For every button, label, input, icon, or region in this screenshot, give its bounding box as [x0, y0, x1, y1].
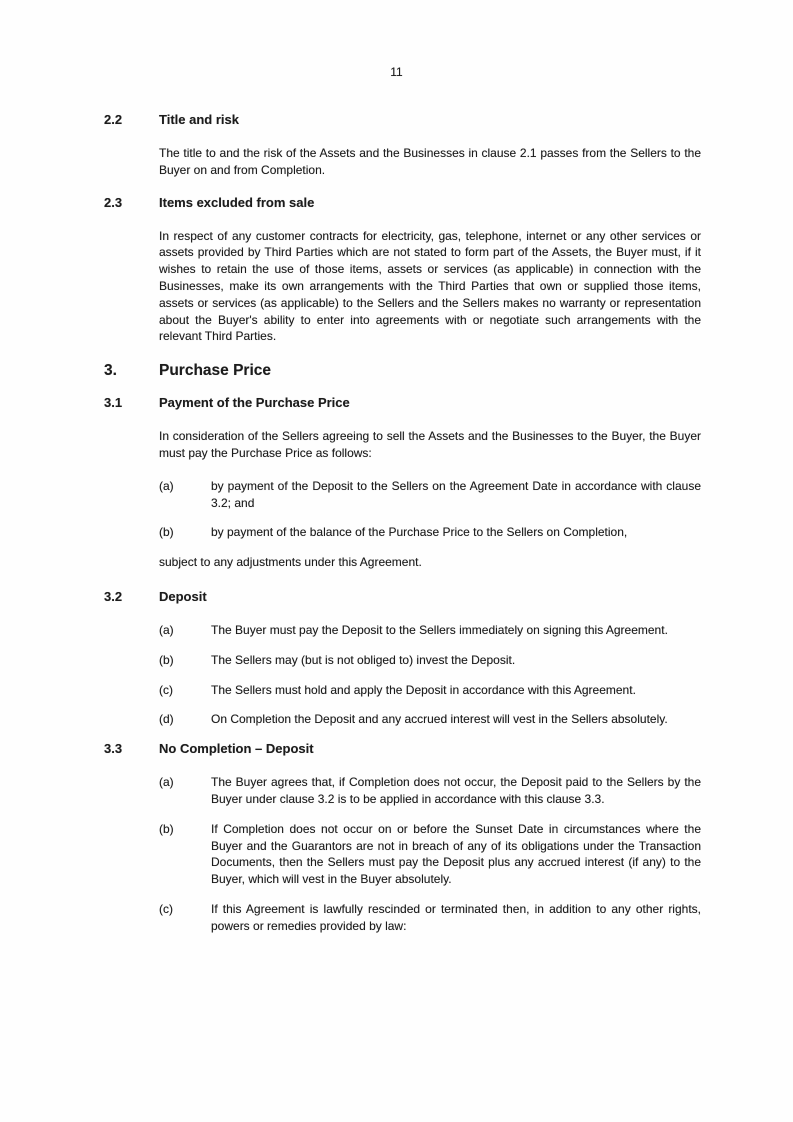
section-number: 3.3 — [104, 741, 123, 757]
paragraph: The title to and the risk of the Assets and the Businesses in clause 2.1 passes from the Sellers to the Buyer on and from Completion. — [159, 146, 701, 177]
section-heading: Items excluded from sale — [159, 194, 315, 210]
section-number: 3. — [104, 362, 117, 380]
section-2-2 — [104, 112, 701, 179]
page-content — [104, 112, 701, 948]
list-item — [159, 711, 701, 728]
list-item-text: On Completion the Deposit and any accrued interest will vest in the Sellers absolutely. — [211, 712, 668, 727]
list-item-text: If this Agreement is lawfully rescinded or terminated then, in addition to any other rights, powers or remedies provided by law: — [211, 901, 701, 933]
list-item-text: by payment of the Deposit to the Sellers on the Agreement Date in accordance with clause 3.2; and — [211, 478, 701, 510]
list-item-text: The Buyer must pay the Deposit to the Sellers immediately on signing this Agreement. — [211, 622, 668, 637]
paragraph: In consideration of the Sellers agreeing to sell the Assets and the Businesses to the Buyer, the Buyer must pay the Purchase Price as follows: — [159, 429, 701, 460]
list-item-text: The Sellers may (but is not obliged to) invest the Deposit. — [211, 652, 516, 667]
continuation-paragraph: subject to any adjustments under this Agreement. — [159, 555, 422, 570]
section-2-3 — [104, 195, 701, 346]
section-heading-row — [104, 395, 701, 410]
list-item-marker: (b) — [159, 652, 174, 667]
section-number: 2.2 — [104, 112, 123, 127]
list-item — [159, 901, 701, 935]
section-heading: No Completion – Deposit — [159, 741, 314, 757]
section-heading-row — [104, 112, 701, 127]
page-number: 11 — [390, 65, 403, 79]
list-item-marker: (a) — [159, 775, 174, 790]
list-item-marker: (c) — [159, 901, 173, 916]
list-item — [159, 524, 701, 541]
section-3 — [104, 361, 701, 380]
section-heading-row — [104, 741, 701, 756]
section-heading-row — [104, 589, 701, 604]
paragraph: In respect of any customer contracts for electricity, gas, telephone, internet or any other services or assets provided by Third Parties which are not stated to form part of the Assets, the Buyer must, if it wishes to retain the use of those items, assets or services (as applicable) in connection with the Businesses, make its own arrangements with the Third Parties that own or supplied those items, assets or services (as applicable) to the Sellers and the Sellers makes no warranty or representation about the Buyer's ability to enter into agreements with or negotiate such arrangements with the relevant Third Parties. — [159, 228, 701, 344]
section-heading: Title and risk — [159, 112, 239, 127]
section-3-2 — [104, 589, 701, 728]
list-item — [159, 774, 701, 808]
section-heading-row — [104, 195, 701, 210]
section-heading: Purchase Price — [159, 362, 272, 380]
section-heading: Payment of the Purchase Price — [159, 395, 350, 411]
list-item-text: The Buyer agrees that, if Completion does not occur, the Deposit paid to the Sellers by the Buyer under clause 3.2 is to be applied in accordance with this clause 3.3. — [211, 775, 701, 806]
list-item — [159, 622, 701, 639]
list-item — [159, 652, 701, 669]
list-item-text: The Sellers must hold and apply the Deposit in accordance with this Agreement. — [211, 682, 636, 697]
section-heading: Deposit — [159, 588, 207, 604]
section-number: 2.3 — [104, 194, 123, 210]
list-item-text: by payment of the balance of the Purchase Price to the Sellers on Completion, — [211, 525, 628, 540]
list-item-marker: (d) — [159, 712, 174, 727]
list-item-marker: (b) — [159, 821, 174, 836]
section-number: 3.1 — [104, 395, 123, 411]
list-item-marker: (c) — [159, 682, 173, 697]
list-item — [159, 821, 701, 888]
list-item-marker: (b) — [159, 525, 174, 540]
list-item-marker: (a) — [159, 478, 174, 493]
section-3-3 — [104, 741, 701, 934]
list-item — [159, 478, 701, 512]
section-number: 3.2 — [104, 588, 123, 604]
list-item-text: If Completion does not occur on or before the Sunset Date in circumstances where the Buyer and the Guarantors are not in breach of any of its obligations under the Transaction Documents, then the Sellers must pay the Deposit plus any accrued interest (if any) to the Buyer, which will vest in the Buyer absolutely. — [211, 821, 701, 887]
section-heading-row — [104, 361, 701, 380]
list-item-marker: (a) — [159, 622, 174, 637]
list-item — [159, 682, 701, 699]
section-3-1 — [104, 395, 701, 571]
